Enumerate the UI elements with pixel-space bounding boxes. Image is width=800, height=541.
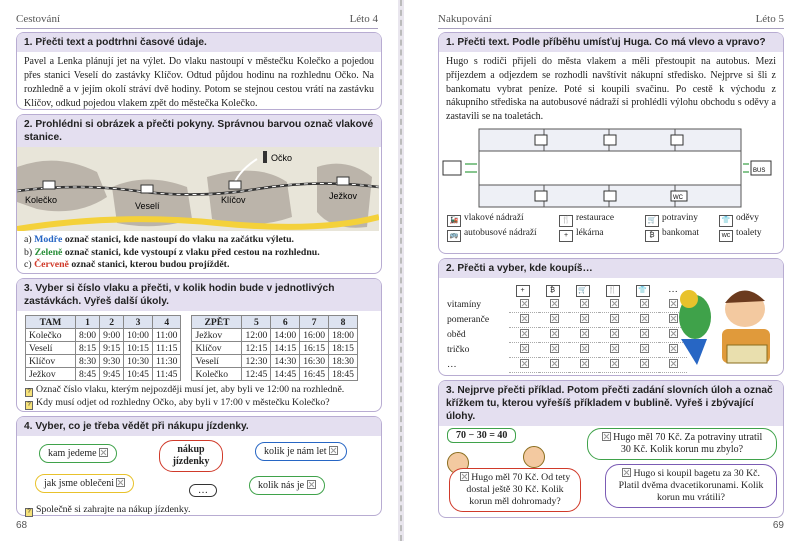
legend-item bbox=[559, 213, 645, 227]
station-label: Ježkov bbox=[329, 191, 358, 201]
svg-text:BUS: BUS bbox=[753, 167, 766, 174]
svg-text:WC: WC bbox=[673, 194, 683, 201]
departure-time: 11:45 bbox=[152, 368, 181, 381]
exercise-title: 2. Prohlédni si obrázek a přečti pokyny. Správnou barvou označ vlakové stanice. bbox=[17, 115, 381, 147]
word-problems bbox=[439, 426, 783, 522]
problem-1[interactable]: Hugo měl 70 Kč. Za potraviny utratil 30 Kč. Kolik korun mu zbylo? bbox=[587, 428, 777, 460]
legend-label: vlakové nádraží bbox=[464, 212, 524, 223]
option-more: … bbox=[189, 484, 217, 497]
timetable-row bbox=[192, 355, 357, 368]
grocery-icon: 🛒 bbox=[645, 215, 659, 227]
timetable-header-row bbox=[26, 316, 181, 329]
stop-name: Veselí bbox=[26, 342, 76, 355]
left-exercise-1 bbox=[16, 32, 382, 110]
pharmacy-icon: + bbox=[516, 285, 530, 297]
exercise-title: 4. Vyber, co je třeba vědět při nákupu jízdenky. bbox=[17, 417, 381, 436]
train-icon bbox=[443, 161, 461, 175]
departure-time: 12:00 bbox=[242, 329, 271, 342]
child-avatar bbox=[523, 446, 545, 468]
train-number[interactable]: 3 bbox=[124, 316, 153, 329]
stop-name: Ježkov bbox=[192, 329, 242, 342]
departure-time: 9:45 bbox=[100, 368, 124, 381]
atm-icon: ₿ bbox=[645, 230, 659, 242]
restaurant-icon bbox=[604, 135, 616, 145]
arrows-left bbox=[465, 164, 477, 172]
checkbox[interactable] bbox=[622, 468, 631, 477]
departure-time: 18:15 bbox=[329, 342, 358, 355]
left-exercise-4 bbox=[16, 416, 382, 516]
checkbox[interactable] bbox=[640, 299, 649, 308]
clothes-icon: 👕 bbox=[719, 215, 733, 227]
checkbox[interactable] bbox=[610, 329, 619, 338]
checkbox[interactable] bbox=[520, 359, 529, 368]
departure-time: 12:30 bbox=[242, 355, 271, 368]
departure-time: 11:30 bbox=[152, 355, 181, 368]
boy-with-parrot-illustration bbox=[667, 279, 777, 369]
legend-label: autobusové nádraží bbox=[464, 227, 537, 238]
bus-icon: 🚌 bbox=[447, 230, 461, 242]
checkbox[interactable] bbox=[329, 446, 338, 455]
checkbox[interactable] bbox=[550, 314, 559, 323]
exercise-text: Pavel a Lenka plánují jet na výlet. Do vlaku nastoupí v městečku Kolečko a pojedou přes stanici Veselí do zastávky Klíčov. Odtud půjdou hodinu na rozhlednu Očko. Na rozhledně a v jejím okolí stráví dvě hodiny. Potom se stejnou cestou vrátí na zastávku Klíčov, odkud pojedou vlakem zpět do městečka Kolečko. bbox=[24, 56, 374, 109]
grid-row bbox=[447, 357, 687, 372]
stop-name: Klíčov bbox=[192, 342, 242, 355]
departure-time: 9:00 bbox=[100, 329, 124, 342]
grocery-icon bbox=[535, 135, 547, 145]
shop-grid bbox=[447, 281, 687, 373]
grid-header-row bbox=[447, 281, 687, 297]
atm-icon: ₿ bbox=[546, 285, 560, 297]
checkbox[interactable] bbox=[99, 448, 108, 457]
train-number[interactable]: 1 bbox=[76, 316, 100, 329]
timetable-row bbox=[26, 329, 181, 342]
grid-row bbox=[447, 312, 687, 327]
grid-row bbox=[447, 297, 687, 312]
departure-time: 14:30 bbox=[271, 355, 300, 368]
legend-label: oděvy bbox=[736, 212, 759, 223]
instruction-c: c) Červeně označ stanici, kterou budou projíždět. bbox=[24, 259, 230, 270]
tower-label: Očko bbox=[271, 153, 293, 163]
departure-time: 14:45 bbox=[271, 368, 300, 381]
option-clothes[interactable]: jak jsme oblečeni bbox=[35, 474, 134, 493]
checkbox[interactable] bbox=[640, 314, 649, 323]
timetable-row bbox=[26, 355, 181, 368]
right-header-title: Nakupování bbox=[438, 13, 492, 25]
checkbox[interactable] bbox=[610, 344, 619, 353]
departure-time: 9:30 bbox=[100, 355, 124, 368]
exercise-text: Hugo s rodiči přijeli do města vlakem a měli přestoupit na autobus. Mezi příjezdem a odjezdem se rozhodli navštívit nákupní středisko. Nejprve si šli z bankomatu vybrat peníze. Poté si koupili svačinu. Po cestě k východu z nákupního střediska na autobusové nádraží si prohlédli výlohu obchodu s oděvy a zastavili se na toaletách. bbox=[446, 56, 776, 123]
legend-item bbox=[719, 213, 779, 227]
train-map bbox=[17, 147, 379, 231]
checkbox[interactable] bbox=[610, 314, 619, 323]
option-age[interactable]: kolik je nám let bbox=[255, 442, 347, 461]
checkbox[interactable] bbox=[610, 299, 619, 308]
departure-time: 16:45 bbox=[300, 368, 329, 381]
departure-time: 18:30 bbox=[329, 355, 358, 368]
right-header bbox=[438, 13, 784, 29]
hill bbox=[207, 171, 292, 225]
train-number[interactable]: 4 bbox=[152, 316, 181, 329]
timetable-row bbox=[26, 368, 181, 381]
exercise-title: 1. Přečti text a podtrhni časové údaje. bbox=[17, 33, 381, 52]
grid-row bbox=[447, 327, 687, 342]
gift-box bbox=[727, 345, 767, 363]
stop-name: Veselí bbox=[192, 355, 242, 368]
departure-time: 14:00 bbox=[271, 329, 300, 342]
departure-time: 16:00 bbox=[300, 329, 329, 342]
instruction-a: a) Modře označ stanici, kde nastoupí do vlaku na začátku výletu. bbox=[24, 234, 295, 245]
timetable-direction: ZPĚT bbox=[192, 316, 242, 329]
instruction-b: b) Zeleně označ stanici, kde vystoupí z vlaku před cestou na rozhlednu. bbox=[24, 246, 320, 258]
item-label: vitamíny bbox=[447, 299, 482, 310]
departure-time: 11:15 bbox=[152, 342, 181, 355]
stop-name: Ježkov bbox=[26, 368, 76, 381]
timetable-row bbox=[192, 368, 357, 381]
checkbox[interactable] bbox=[116, 478, 125, 487]
checkbox[interactable] bbox=[550, 359, 559, 368]
grid-row bbox=[447, 342, 687, 357]
timetable-tam bbox=[25, 315, 181, 381]
right-exercise-2 bbox=[438, 258, 784, 376]
shopping-center-plan bbox=[439, 127, 781, 211]
train-number[interactable]: 8 bbox=[329, 316, 358, 329]
checkbox[interactable] bbox=[520, 299, 529, 308]
checkbox[interactable] bbox=[520, 329, 529, 338]
left-exercise-2 bbox=[16, 114, 382, 274]
departure-time: 10:15 bbox=[124, 342, 153, 355]
checkbox[interactable] bbox=[580, 299, 589, 308]
left-exercise-3 bbox=[16, 278, 382, 412]
pharmacy-icon bbox=[604, 191, 616, 201]
item-label: oběd bbox=[447, 329, 466, 340]
left-header-season: Léto 4 bbox=[349, 13, 378, 25]
question-icon: ? bbox=[25, 401, 33, 410]
checkbox[interactable] bbox=[580, 359, 589, 368]
checkbox[interactable] bbox=[520, 314, 529, 323]
departure-time: 16:30 bbox=[300, 355, 329, 368]
departure-time: 10:45 bbox=[124, 368, 153, 381]
atm-icon bbox=[535, 191, 547, 201]
page-number: 68 bbox=[16, 520, 28, 531]
checkbox[interactable] bbox=[640, 359, 649, 368]
departure-time: 8:30 bbox=[76, 355, 100, 368]
checkbox[interactable] bbox=[550, 329, 559, 338]
checkbox[interactable] bbox=[610, 359, 619, 368]
departure-time: 12:45 bbox=[242, 368, 271, 381]
departure-time: 9:15 bbox=[100, 342, 124, 355]
question-icon: ? bbox=[25, 508, 33, 517]
plan-legend bbox=[439, 211, 783, 244]
legend-item bbox=[719, 228, 779, 242]
right-header-season: Léto 5 bbox=[755, 13, 784, 25]
departure-time: 8:15 bbox=[76, 342, 100, 355]
right-exercise-1 bbox=[438, 32, 784, 254]
train-number[interactable]: 7 bbox=[300, 316, 329, 329]
task-q1: ? Označ číslo vlaku, kterým nejpozději musí jet, aby byli ve 12:00 na rozhledně. bbox=[25, 384, 373, 397]
legend-label: toalety bbox=[736, 227, 762, 238]
checkbox[interactable] bbox=[640, 329, 649, 338]
station-icon bbox=[337, 177, 349, 185]
departure-time: 18:45 bbox=[329, 368, 358, 381]
train-number[interactable]: 5 bbox=[242, 316, 271, 329]
checkbox[interactable] bbox=[640, 344, 649, 353]
pharmacy-icon: + bbox=[559, 230, 573, 242]
timetable-row bbox=[26, 342, 181, 355]
stop-name: Kolečko bbox=[26, 329, 76, 342]
station-label: Kolečko bbox=[25, 195, 58, 205]
station-icon bbox=[229, 181, 241, 189]
exercise-title: 2. Přečti a vyber, kde koupíš… bbox=[439, 259, 783, 278]
arrows-right bbox=[743, 164, 749, 172]
left-page bbox=[0, 0, 398, 541]
legend-label: lékárna bbox=[576, 227, 604, 238]
legend-item bbox=[645, 228, 719, 242]
timetable-direction: TAM bbox=[26, 316, 76, 329]
legend-item bbox=[447, 228, 559, 242]
question-icon: ? bbox=[25, 388, 33, 397]
train-icon: 🚂 bbox=[447, 215, 461, 227]
center-bubble: nákup jízdenky bbox=[159, 440, 223, 472]
train-number[interactable]: 2 bbox=[100, 316, 124, 329]
exercise-title: 3. Nejprve přečti příklad. Potom přečti zadání slovních úloh a označ křížkem tu, kterou vyřešíš příkladem v bublině. Vyřeš i zbývající úlohy. bbox=[439, 381, 783, 426]
timetable-row bbox=[192, 342, 357, 355]
grocery-icon: 🛒 bbox=[576, 285, 590, 297]
legend-label: bankomat bbox=[662, 227, 699, 238]
train-number[interactable]: 6 bbox=[271, 316, 300, 329]
legend-item bbox=[559, 228, 645, 242]
departure-time: 14:15 bbox=[271, 342, 300, 355]
stop-name: Klíčov bbox=[26, 355, 76, 368]
checkbox[interactable] bbox=[580, 329, 589, 338]
restaurant-icon: 🍴 bbox=[606, 285, 620, 297]
departure-time: 8:45 bbox=[76, 368, 100, 381]
legend-item bbox=[447, 213, 559, 227]
checkbox[interactable] bbox=[550, 299, 559, 308]
departure-time: 10:30 bbox=[124, 355, 153, 368]
checkbox[interactable] bbox=[602, 432, 611, 441]
task-footer: ? Společně si zahrajte na nákup jízdenky. bbox=[25, 504, 190, 517]
exercise-title: 3. Vyber si číslo vlaku a přečti, v kolik hodin bude v jednotlivých zastávkách. Vyřeš další úkoly. bbox=[17, 279, 381, 311]
checkbox[interactable] bbox=[580, 344, 589, 353]
departure-time: 16:15 bbox=[300, 342, 329, 355]
timetable-row bbox=[192, 329, 357, 342]
exercise-title: 1. Přečti text. Podle příběhu umísťuj Huga. Co má vlevo a vpravo? bbox=[439, 33, 783, 52]
restaurant-icon: 🍴 bbox=[559, 215, 573, 227]
departure-time: 18:00 bbox=[329, 329, 358, 342]
item-label: … bbox=[447, 359, 457, 370]
timetable-header-row bbox=[192, 316, 357, 329]
more-column: … bbox=[668, 283, 678, 295]
departure-time: 12:15 bbox=[242, 342, 271, 355]
example-bubble: 70 − 30 = 40 bbox=[447, 428, 516, 443]
item-label: pomeranče bbox=[447, 314, 490, 325]
right-exercise-3 bbox=[438, 380, 784, 518]
checkbox[interactable] bbox=[460, 472, 469, 481]
legend-label: restaurace bbox=[576, 212, 614, 223]
checkbox[interactable] bbox=[307, 480, 316, 489]
toilet-icon: wc bbox=[719, 230, 733, 242]
checkbox[interactable] bbox=[550, 344, 559, 353]
legend-label: potraviny bbox=[662, 212, 698, 223]
checkbox[interactable] bbox=[520, 344, 529, 353]
left-header-title: Cestování bbox=[16, 13, 60, 25]
option-count[interactable]: kolik nás je bbox=[249, 476, 325, 495]
legend-item bbox=[645, 213, 719, 227]
station-label: Veselí bbox=[135, 201, 160, 211]
station-icon bbox=[141, 185, 153, 193]
timetable-zpet bbox=[191, 315, 357, 381]
page-number: 69 bbox=[772, 520, 784, 531]
right-page bbox=[404, 0, 800, 541]
departure-time: 8:00 bbox=[76, 329, 100, 342]
left-header bbox=[16, 13, 378, 29]
ticket-mindmap bbox=[17, 436, 381, 520]
checkbox[interactable] bbox=[580, 314, 589, 323]
item-label: tričko bbox=[447, 344, 470, 355]
clothes-icon bbox=[671, 135, 683, 145]
departure-time: 11:00 bbox=[152, 329, 181, 342]
task-q2: ? Kdy musí odjet od rozhledny Očko, aby byli v 17:00 v městečku Kolečko? bbox=[25, 397, 373, 410]
departure-time: 10:00 bbox=[124, 329, 153, 342]
station-label: Klíčov bbox=[221, 195, 246, 205]
stop-name: Kolečko bbox=[192, 368, 242, 381]
option-where[interactable]: kam jedeme bbox=[39, 444, 117, 463]
problem-3[interactable]: Hugo si koupil bagetu za 30 Kč. Platil dvěma dvacetikorunami. Kolik korun mu vrátili? bbox=[605, 464, 777, 508]
problem-2[interactable]: Hugo měl 70 Kč. Od tety dostal ještě 30 Kč. Kolik korun měl dohromady? bbox=[449, 468, 581, 512]
timetables bbox=[17, 311, 381, 383]
station-icon bbox=[43, 181, 55, 189]
clothes-icon: 👕 bbox=[636, 285, 650, 297]
tower-icon bbox=[263, 151, 267, 163]
